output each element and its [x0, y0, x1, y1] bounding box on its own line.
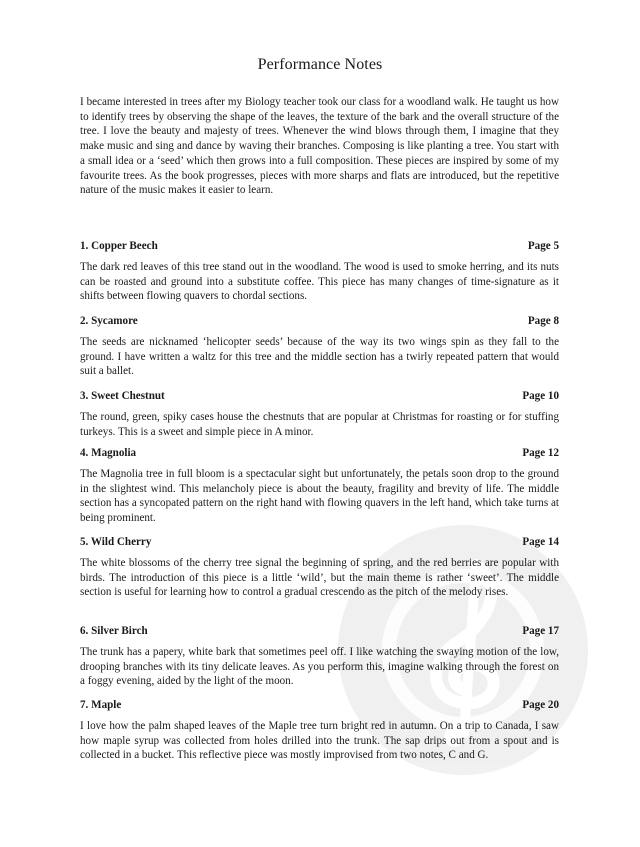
page-title: Performance Notes — [257, 56, 383, 73]
entry-page-ref: Page 17 — [522, 625, 559, 637]
entry-page-ref: Page 12 — [522, 447, 559, 459]
entry-heading: 4. Magnolia — [80, 447, 137, 459]
entry-page-ref: Page 5 — [527, 240, 559, 252]
entry-heading: 7. Maple — [80, 699, 122, 711]
entry-header — [80, 314, 559, 328]
entry-header — [80, 446, 559, 460]
piece-entry-copper-beech — [80, 239, 559, 304]
entry-heading: 2. Sycamore — [80, 315, 138, 327]
entry-description: The Magnolia tree in full bloom is a spectacular sight but unfortunately, the petals soon drop to the ground in the slightest wind. This melancholy piece is about the beauty, fragility and brevity of life. The middle section has a syncopated pattern on the right hand with flowing quavers in the left hand, which take turns at being prominent. — [80, 468, 559, 525]
entry-header — [80, 698, 559, 712]
piece-entry-silver-birch — [80, 624, 559, 689]
entry-header — [80, 389, 559, 403]
entry-description: The white blossoms of the cherry tree signal the beginning of spring, and the red berries are popular with birds. The introduction of this piece is a little ‘wild’, but the main theme is rather ‘sweet’. The middle section is useful for learning how to control a gradual crescendo as the pitch of the melody rises. — [80, 557, 559, 599]
entry-header — [80, 239, 559, 253]
entry-page-ref: Page 8 — [527, 315, 559, 327]
entry-heading: 6. Silver Birch — [80, 625, 148, 637]
entry-description: The dark red leaves of this tree stand out in the woodland. The wood is used to smoke herring, and its nuts can be roasted and ground into a substitute coffee. This piece has many changes of time-signature as it shifts between flowing quavers to chordal sections. — [80, 261, 559, 303]
entry-header — [80, 624, 559, 638]
piece-entry-sweet-chestnut — [80, 389, 559, 439]
piece-entry-wild-cherry — [80, 535, 559, 600]
entry-heading: 3. Sweet Chestnut — [80, 390, 165, 402]
entry-heading: 1. Copper Beech — [80, 240, 158, 252]
entry-heading: 5. Wild Cherry — [80, 536, 152, 548]
entry-page-ref: Page 14 — [522, 536, 559, 548]
entry-header — [80, 535, 559, 549]
entry-description: The seeds are nicknamed ‘helicopter seeds’ because of the way its two wings spin as they fall to the ground. I have written a waltz for this tree and the middle section has a twirly repeated pattern that would suit a ballet. — [80, 336, 559, 378]
entry-description: The round, green, spiky cases house the chestnuts that are popular at Christmas for roasting or for stuffing turkeys. This is a sweet and simple piece in A minor. — [80, 411, 559, 438]
piece-entry-sycamore — [80, 314, 559, 379]
entry-description: I love how the palm shaped leaves of the Maple tree turn bright red in autumn. On a trip to Canada, I saw how maple syrup was collected from holes drilled into the trunk. The sap drips out from a spout and is collected in a bucket. This reflective piece was mostly improvised from two notes, C and G. — [80, 720, 559, 762]
piece-entry-maple — [80, 698, 559, 763]
entry-page-ref: Page 10 — [522, 390, 559, 402]
intro-paragraph: I became interested in trees after my Biology teacher took our class for a woodland walk. He taught us how to identify trees by observing the shape of the leaves, the texture of the bark and the overall structure of the tree. I love the beauty and majesty of trees. Whenever the wind blows through them, I imagine that they make music and sing and dance by waving their branches. Composing is like planting a tree. You start with a small idea or a ‘seed’ which then grows into a full composition. These pieces are inspired by some of my favourite trees. As the book progresses, pieces with more sharps and flats are introduced, but the repetitive nature of the music makes it easier to learn. — [80, 96, 559, 197]
entry-description: The trunk has a papery, white bark that sometimes peel off. I like watching the swaying motion of the low, drooping branches with its tiny delicate leaves. As you perform this, imagine walking through the forest on a foggy evening, aided by the light of the moon. — [80, 646, 559, 688]
entry-page-ref: Page 20 — [522, 699, 559, 711]
piece-entry-magnolia — [80, 446, 559, 526]
